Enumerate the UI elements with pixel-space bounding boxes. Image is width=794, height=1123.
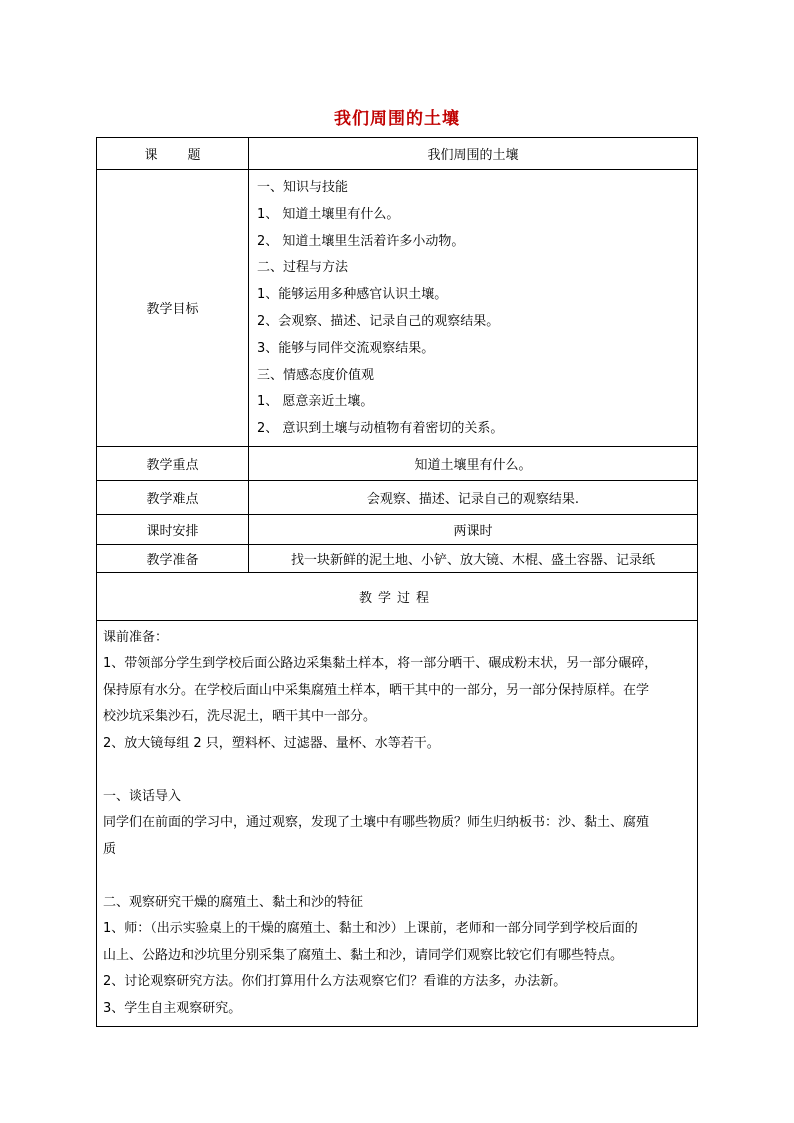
schedule-row (97, 514, 698, 544)
goal-line: 3、能够与同伴交流观察结果。 (257, 340, 435, 356)
topic-value: 我们周围的土壤 (249, 138, 698, 170)
process-body-row (97, 620, 698, 1027)
difficulty-label: 教学难点 (97, 480, 249, 514)
preparation-value: 找一块新鲜的泥土地、小铲、放大镜、木棍、盛土容器、记录纸 (249, 544, 698, 572)
difficulty-value: 会观察、描述、记录自己的观察结果. (249, 480, 698, 514)
goal-line: 1、 愿意亲近土壤。 (257, 394, 374, 410)
process-line: 2、放大镜每组 2 只，塑料杯、过滤器、量杯、水等若干。 (103, 735, 440, 751)
process-heading-row (97, 572, 698, 620)
goal-line: 2、 意识到土壤与动植物有着密切的关系。 (257, 421, 504, 437)
goals-label: 教学目标 (97, 170, 249, 447)
document-title: 我们周围的土壤 (334, 109, 460, 129)
goal-line: 1、能够运用多种感官认识土壤。 (257, 287, 448, 303)
process-line: 2、讨论观察研究方法。你们打算用什么方法观察它们？看谁的方法多，办法新。 (103, 974, 567, 990)
key-points-label: 教学重点 (97, 446, 249, 480)
blank-line (103, 757, 691, 784)
process-line: 课前准备： (103, 629, 169, 645)
goals-row (97, 170, 698, 447)
goal-line: 2、会观察、描述、记录自己的观察结果。 (257, 313, 500, 329)
process-line: 一、谈话导入 (103, 788, 182, 804)
topic-row (97, 138, 698, 170)
schedule-label: 课时安排 (97, 514, 249, 544)
process-line: 山上、公路边和沙坑里分别采集了腐殖土、黏土和沙，请同学们观察比较它们有哪些特点。 (103, 947, 624, 963)
process-line: 3、学生自主观察研究。 (103, 1000, 242, 1016)
lesson-plan-table (96, 137, 698, 1027)
preparation-row (97, 544, 698, 572)
process-line: 二、观察研究干燥的腐殖土、黏土和沙的特征 (103, 894, 364, 910)
goal-line: 三、情感态度价值观 (257, 367, 375, 383)
process-heading: 教学过程 (97, 572, 698, 620)
goals-list (249, 170, 698, 447)
goal-line: 2、 知道土壤里生活着许多小动物。 (257, 233, 465, 249)
process-line: 1、带领部分学生到学校后面公路边采集黏土样本，将一部分晒干、碾成粉末状，另一部分碾碎， (103, 656, 658, 672)
process-line: 保持原有水分。在学校后面山中采集腐殖土样本，晒干其中的一部分，另一部分保持原样。在学 (103, 682, 650, 698)
blank-line (103, 863, 691, 890)
goal-line: 一、知识与技能 (257, 180, 349, 195)
goal-line: 1、 知道土壤里有什么。 (257, 206, 400, 222)
topic-label: 课 题 (97, 138, 249, 170)
process-line: 同学们在前面的学习中，通过观察，发现了土壤中有哪些物质？师生归纳板书：沙、黏土、腐殖 (103, 815, 650, 831)
key-points-row (97, 446, 698, 480)
process-line: 质 (103, 841, 117, 857)
difficulty-row (97, 480, 698, 514)
process-body (97, 620, 698, 1027)
preparation-label: 教学准备 (97, 544, 249, 572)
schedule-value: 两课时 (249, 514, 698, 544)
process-line: 校沙坑采集沙石，洗尽泥土，晒干其中一部分。 (103, 709, 377, 725)
process-line: 1、师：（出示实验桌上的干燥的腐殖土、黏土和沙）上课前，老师和一部分同学到学校后面的 (103, 921, 638, 937)
key-points-value: 知道土壤里有什么。 (249, 446, 698, 480)
goal-line: 二、过程与方法 (257, 260, 349, 276)
